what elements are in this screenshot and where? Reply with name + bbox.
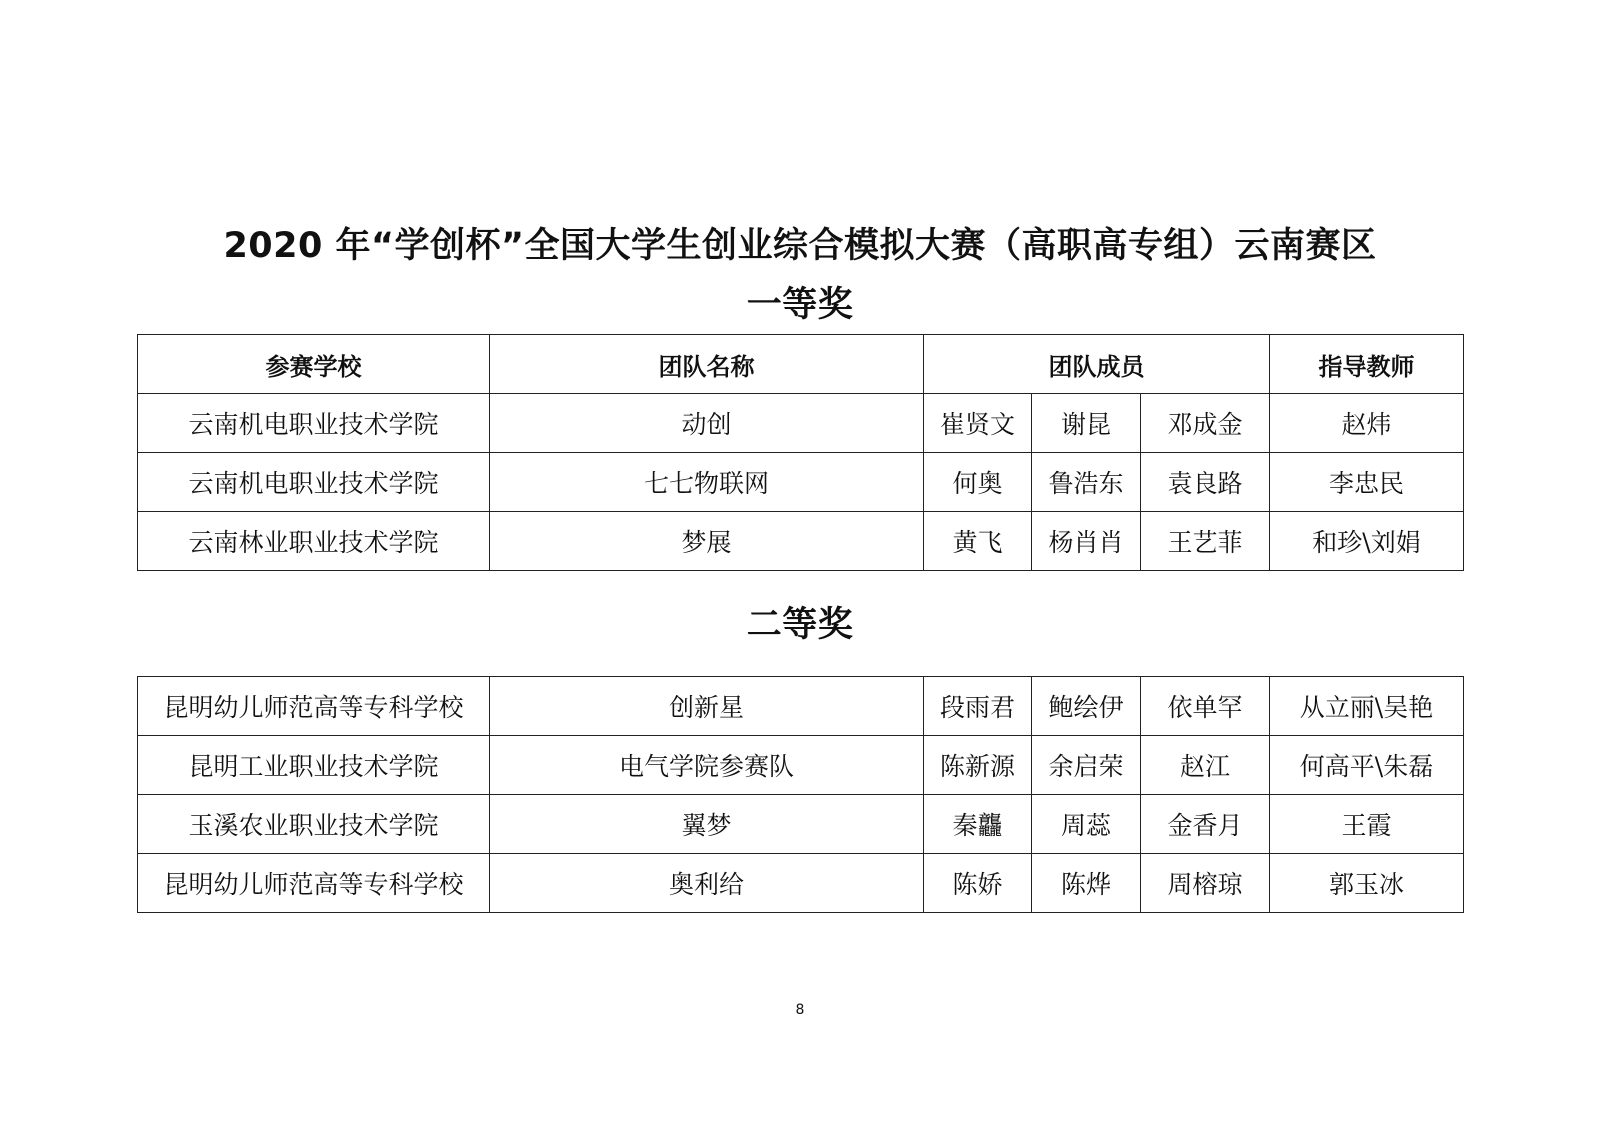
- table-header-row: [138, 335, 1464, 394]
- table-row: [138, 512, 1464, 571]
- member-cell: 段雨君: [924, 677, 1032, 736]
- column-header-team: 团队名称: [490, 335, 924, 394]
- member-cell: 周蕊: [1032, 795, 1141, 854]
- team-cell: 电气学院参赛队: [490, 736, 924, 795]
- advisor-cell: 何高平\朱磊: [1270, 736, 1464, 795]
- second-prize-table: [137, 676, 1464, 913]
- page-title: 2020 年“学创杯”全国大学生创业综合模拟大赛（高职高专组）云南赛区: [223, 226, 1377, 266]
- advisor-cell: 和珍\刘娟: [1270, 512, 1464, 571]
- member-cell: 邓成金: [1141, 394, 1270, 453]
- member-cell: 周榕琼: [1141, 854, 1270, 913]
- member-cell: 王艺菲: [1141, 512, 1270, 571]
- school-cell: 云南机电职业技术学院: [138, 453, 490, 512]
- team-cell: 创新星: [490, 677, 924, 736]
- member-cell: 黄飞: [924, 512, 1032, 571]
- member-cell: 陈娇: [924, 854, 1032, 913]
- table-row: [138, 453, 1464, 512]
- column-header-advisor: 指导教师: [1270, 335, 1464, 394]
- school-cell: 玉溪农业职业技术学院: [138, 795, 490, 854]
- advisor-cell: 王霞: [1270, 795, 1464, 854]
- table-row: [138, 736, 1464, 795]
- member-cell: 金香月: [1141, 795, 1270, 854]
- team-cell: 动创: [490, 394, 924, 453]
- member-cell: 鲁浩东: [1032, 453, 1141, 512]
- member-cell: 秦龘: [924, 795, 1032, 854]
- member-cell: 何奥: [924, 453, 1032, 512]
- page-number: 8: [795, 1002, 805, 1018]
- member-cell: 赵江: [1141, 736, 1270, 795]
- second-prize-heading: 二等奖: [746, 605, 854, 645]
- table-row: [138, 795, 1464, 854]
- team-cell: 梦展: [490, 512, 924, 571]
- member-cell: 鲍绘伊: [1032, 677, 1141, 736]
- team-cell: 奥利给: [490, 854, 924, 913]
- member-cell: 陈新源: [924, 736, 1032, 795]
- advisor-cell: 从立丽\吴艳: [1270, 677, 1464, 736]
- table-row: [138, 677, 1464, 736]
- first-prize-table: [137, 334, 1464, 571]
- member-cell: 余启荣: [1032, 736, 1141, 795]
- member-cell: 袁良路: [1141, 453, 1270, 512]
- member-cell: 谢昆: [1032, 394, 1141, 453]
- advisor-cell: 李忠民: [1270, 453, 1464, 512]
- column-header-school: 参赛学校: [138, 335, 490, 394]
- school-cell: 云南林业职业技术学院: [138, 512, 490, 571]
- table-row: [138, 394, 1464, 453]
- advisor-cell: 赵炜: [1270, 394, 1464, 453]
- first-prize-heading: 一等奖: [746, 285, 854, 325]
- advisor-cell: 郭玉冰: [1270, 854, 1464, 913]
- school-cell: 云南机电职业技术学院: [138, 394, 490, 453]
- school-cell: 昆明幼儿师范高等专科学校: [138, 854, 490, 913]
- team-cell: 七七物联网: [490, 453, 924, 512]
- member-cell: 杨肖肖: [1032, 512, 1141, 571]
- member-cell: 崔贤文: [924, 394, 1032, 453]
- column-header-members: 团队成员: [924, 335, 1270, 394]
- table-row: [138, 854, 1464, 913]
- team-cell: 翼梦: [490, 795, 924, 854]
- school-cell: 昆明幼儿师范高等专科学校: [138, 677, 490, 736]
- member-cell: 陈烨: [1032, 854, 1141, 913]
- school-cell: 昆明工业职业技术学院: [138, 736, 490, 795]
- member-cell: 依单罕: [1141, 677, 1270, 736]
